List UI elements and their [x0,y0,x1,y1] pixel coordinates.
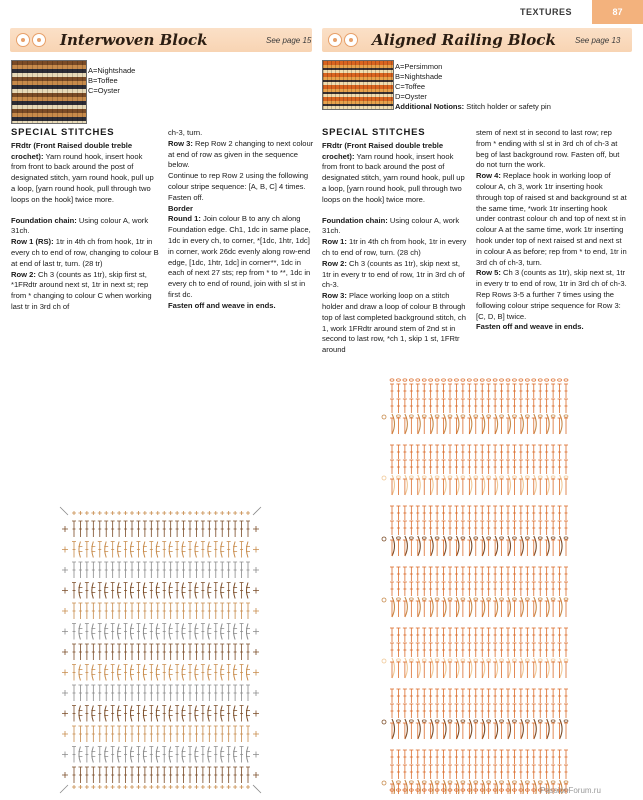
page-number: 87 [612,7,623,17]
instruction-paragraph: FRdtr (Front Raised double treble crochet): Yarn round hook, insert hook from front to back around the post of designated stitch, yarn round hook, pull up a loop, [yarn round hook, pull through two loops on the hook] twice more. [11,140,154,204]
interwoven-title: Interwoven Block [60,31,208,49]
aligned-see-page: See page 13 [575,36,621,45]
instruction-paragraph: Fasten off and weave in ends. [168,300,276,310]
instruction-paragraph: Row 3: Rep Row 2 changing to next colour at end of row as given in the sequence below. [168,138,314,170]
aligned-title-band [322,28,632,52]
instruction-paragraph: Row 3: Place working loop on a stitch holder and draw a loop of colour B through top of last completed background stitch, ch 1, work 1FRdtr around stem of 2nd st in second to last row, *ch 1, skip 1 st, 1FRtr around [322,291,466,355]
page-number-box [592,0,643,24]
instruction-paragraph: Row 2: Ch 3 (counts as 1tr), skip next st, 1tr in every tr to end of row, 1tr in 3rd ch of ch-3. [322,258,465,290]
interwoven-colour-legend: A=Nightshade B=Toffee C=Oyster [88,66,136,95]
instruction-paragraph: ch-3, turn. [168,128,203,137]
aligned-stitch-chart [378,376,573,794]
special-stitches-heading: SPECIAL STITCHES [322,127,426,138]
interwoven-title-band [10,28,312,52]
aligned-colour-legend: A=Persimmon B=Nightshade C=Toffee D=Oyster [395,62,443,101]
page-header [0,0,643,24]
instruction-paragraph: Fasten off. [168,192,204,202]
instruction-paragraph: Fasten off and weave in ends. [476,322,584,332]
interwoven-see-page: See page 15 [266,36,312,45]
instruction-paragraph: Round 1: Join colour B to any ch along Foundation edge. Ch1, 1dc in same place, 1dc in every ch, to corner, *[1dc, 1htr, 1dc] in corner, work 26dc evenly along row-end edge, [1dc, 1htr, 1dc] in corner**, 1dc in each of next 27 sts; rep from * to **, 1dc in every ch to end of round, join with sl st in first dc. [168,214,311,299]
instruction-paragraph: FRdtr (Front Raised double treble crochet): Yarn round hook, insert hook from front to back around the post of designated stitch, yarn round hook, pull up a loop, [yarn round hook, pull through two loops on the hook] twice more. [322,140,465,204]
instruction-paragraph: Foundation chain: Using colour A, work 31ch. [11,215,149,236]
flower-icon [16,33,30,47]
instruction-paragraph: Continue to rep Row 2 using the following colour stripe sequence: [A, B, C] 4 times. [168,171,309,191]
instruction-paragraph: stem of next st in second to last row; rep from * ending with sl st in 3rd ch of ch-3 at beg of last background row. Fasten off, but do not turn the work. [476,128,620,170]
instruction-paragraph: Rep Rows 3-5 a further 7 times using the following colour stripe sequence for Row 3: [C, D, B] twice. [476,289,621,321]
instruction-paragraph: Row 1: 1tr in 4th ch from hook, 1tr in every ch to end of row, turn. (28 ch) [322,237,467,257]
aligned-title: Aligned Railing Block [372,31,556,49]
aligned-col-2 [476,128,628,333]
instruction-paragraph: Foundation chain: Using colour A, work 31ch. [322,215,460,236]
interwoven-col-1 [11,128,159,313]
flower-icon [32,33,46,47]
instruction-paragraph: Row 4: Replace hook in working loop of colour A, ch 3, work 1tr inserting hook through top of raised st and background st at the same time, *work 1tr inserting hook under contrast colour ch and top of next st in colour A at the same time, work 1tr inserting hook under top of next raised st and next st in colour A as before; rep from * to end, 1tr in 3rd ch of ch-3, turn. [476,171,627,267]
aligned-col-1 [322,128,468,356]
interwoven-stitch-chart [58,505,263,795]
flower-icon [344,33,358,47]
interwoven-col-2 [168,128,314,312]
special-stitches-heading: SPECIAL STITCHES [11,127,115,138]
interwoven-swatch-photo [11,60,87,124]
aligned-swatch-photo [322,60,394,110]
chapter-title: TEXTURES [520,7,573,17]
instruction-paragraph: Row 1 (RS): 1tr in 4th ch from hook, 1tr in every ch to end of row, changing to colour B at end of last tr, turn. (28 tr) [11,237,159,268]
flower-icon [328,33,342,47]
watermark: PassionForum.ru [540,786,601,795]
additional-notions: Additional Notions: Stitch holder or safety pin [395,102,551,111]
instruction-paragraph: Row 2: Ch 3 (counts as 1tr), skip first st, *1FRdtr around next st, 1tr in next st; rep from * changing to colour C when working last tr in 3rd ch of [11,269,152,311]
instruction-paragraph: Row 5: Ch 3 (counts as 1tr), skip next st, 1tr in every tr to end of row, 1tr in 3rd ch of ch-3. [476,268,627,289]
instruction-paragraph: Border [168,203,193,213]
